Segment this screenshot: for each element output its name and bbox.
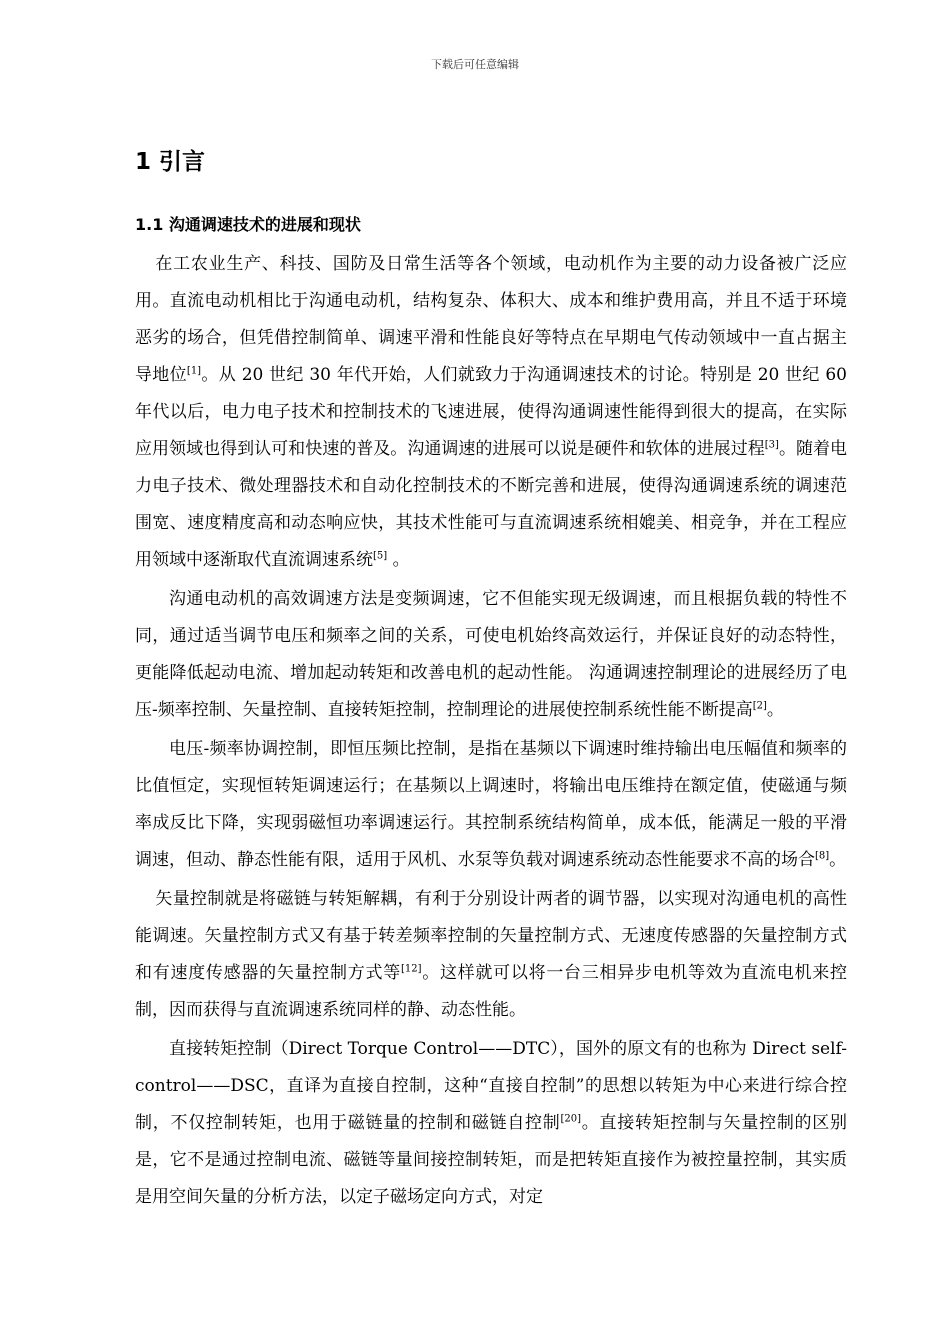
citation: [12]	[400, 963, 422, 975]
citation: [1]	[186, 365, 202, 377]
citation: [2]	[752, 700, 767, 712]
citation: [8]	[815, 850, 830, 862]
paragraph-text: 在工农业生产、科技、国防及日常生活等各个领域，电动机作为主要的动力设备被广泛应用。直流电动机相比于沟通电动机，结构复杂、体积大、成本和维护费用高，并且不适于环境恶劣的场合，但凭借控制简单、调速平滑和性能良好等特点在早期电气传动领域中一直占据主导地位	[135, 254, 847, 385]
paragraph-5	[135, 1031, 847, 1216]
paragraph-4	[135, 881, 847, 1029]
citation: [5]	[373, 550, 388, 562]
citation: [20]	[560, 1113, 582, 1125]
paragraph-text: 直接转矩控制（Direct Torque Control——DTC），国外的原文有的也称为 Direct self-control——DSC，直译为直接自控制，这种“直接自控制”的思想以转矩为中心来进行综合控制，不仅控制转矩，也用于磁链量的控制和磁链自控制	[135, 1039, 847, 1133]
document-body	[135, 140, 847, 1216]
paragraph-text: 。这样就可以将一台三相异步电机等效为直流电机来控制，因而获得与直流调速系统同样的静、动态性能。	[135, 963, 848, 1020]
paragraph-text: 。随着电力电子技术、微处理器技术和自动化控制技术的不断完善和进展，使得沟通调速系统的调速范围宽、速度精度高和动态响应快，其技术性能可与直流调速系统相媲美、相竞争，并在工程应用领域中逐渐取代直流调速系统	[135, 439, 848, 570]
paragraph-text: 。	[829, 850, 847, 870]
paragraph-text: 矢量控制就是将磁链与转矩解耦，有利于分别设计两者的调节器，以实现对沟通电机的高性能调速。矢量控制方式又有基于转差频率控制的矢量控制方式、无速度传感器的矢量控制方式和有速度传感器的矢量控制方式等	[135, 889, 847, 983]
page-header: 下载后可任意编辑	[431, 58, 519, 71]
paragraph-text: 。	[766, 700, 784, 720]
paragraph-text: 。	[387, 550, 410, 570]
paragraph-text: 电压-频率协调控制，即恒压频比控制，是指在基频以下调速时维持输出电压幅值和频率的比值恒定，实现恒转矩调速运行；在基频以上调速时，将输出电压维持在额定值，使磁通与频率成反比下降，实现弱磁恒功率调速运行。其控制系统结构简单，成本低，能满足一般的平滑调速，但动、静态性能有限，适用于风机、水泵等负载对调速系统动态性能要求不高的场合	[135, 739, 847, 870]
paragraph-text: 。从 20 世纪 30 年代开始，人们就致力于沟通调速技术的讨论。特别是 20 世纪 60 年代以后，电力电子技术和控制技术的飞速进展，使得沟通调速性能得到很大的提高，在实际应用领域也得到认可和快速的普及。沟通调速的进展可以说是硬件和软体的进展过程	[135, 365, 848, 459]
paragraph-1	[135, 246, 847, 579]
paragraph-text: 。直接转矩控制与矢量控制的区别是，它不是通过控制电流、磁链等量间接控制转矩，而是把转矩直接作为被控量控制，其实质是用空间矢量的分析方法，以定子磁场定向方式，对定	[135, 1113, 848, 1207]
chapter-title: 1 引言	[135, 149, 206, 175]
paragraph-2	[135, 581, 847, 729]
paragraph-text: 沟通电动机的高效调速方法是变频调速，它不但能实现无级调速，而且根据负载的特性不同，通过适当调节电压和频率之间的关系，可使电机始终高效运行，并保证良好的动态特性，更能降低起动电流、增加起动转矩和改善电机的起动性能。 沟通调速控制理论的进展经历了电压-频率控制、矢量控制、直接转矩控制，控制理论的进展使控制系统性能不断提高	[135, 589, 847, 720]
citation: [3]	[764, 439, 779, 451]
paragraph-3	[135, 731, 847, 879]
section-title: 1.1 沟通调速技术的进展和现状	[135, 215, 361, 234]
